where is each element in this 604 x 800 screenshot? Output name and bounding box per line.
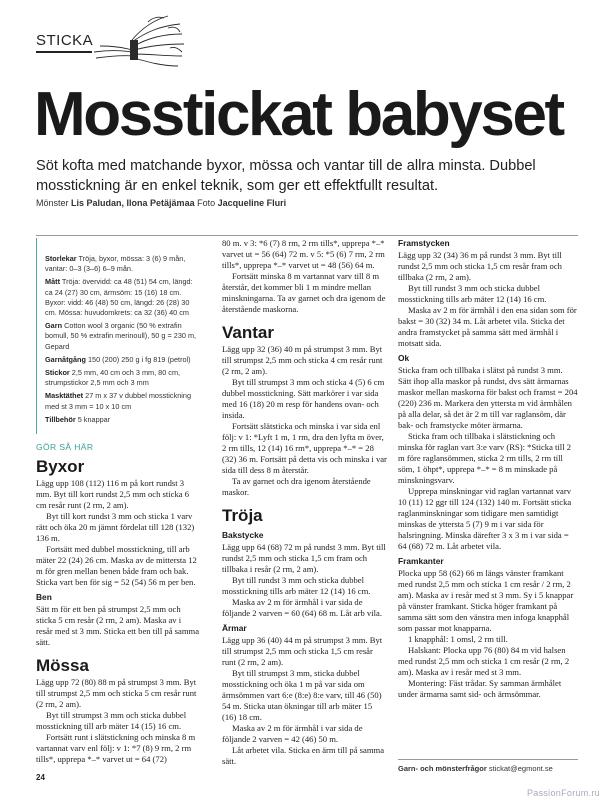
paragraph: Lägg upp 64 (68) 72 m på rundst 3 mm. Byt till rundst 2,5 mm och sticka 1,5 cm fram och tillbaka i resår (2 rm, 2 am). xyxy=(222,542,386,574)
paragraph: Upprepa minskningar vid raglan vartannat varv 10 (11) 12 ggr till 124 (132) 140 m. Fortsätt sticka raglanminskningar som tidigare men samtidigt minskas de yttersta 5 (7) 9 m i var sida för halsringning. Minska därefter 3 x 3 m i var sida = 64 (68) 72 m. Låt arbetet vila. xyxy=(398,486,572,551)
ok-text xyxy=(398,365,578,552)
credits xyxy=(36,198,286,208)
paragraph: Plocka upp 58 (62) 66 m längs vänster framkant med rundst 2,5 mm och sticka 1 cm resår / 2 rm, 2 am). Maska av i resår med st 3 mm. Sy i 5 knappar på vänster framkant. Sticka höger framkant på samma sätt som den vänstra men infoga knapphål som passar mot knapparna. xyxy=(398,568,574,633)
spec-value: 27 m x 37 v dubbel mosstickning med st 3 mm = 10 x 10 cm xyxy=(45,391,192,411)
paragraph: Lägg upp 36 (40) 44 m på strumpst 3 mm. Byt till strumpst 2,5 mm och sticka 1,5 cm resår runt (2 rm, 2 am). xyxy=(222,635,383,667)
credits-photo-label: Foto xyxy=(197,198,216,208)
paragraph: Byt till rundst 3 mm och sticka dubbel mosstickning tills arb mäter 12 (14) 16 cm. xyxy=(222,575,371,596)
spec-key: Masktäthet xyxy=(45,391,84,401)
page-header xyxy=(0,0,604,80)
paragraph: Byt till strumpst 3 mm, sticka dubbel mosstickning och öka 1 m på var sida om ärmsömmen vart 6:e (8:e) 8:e varv, till 46 (50) 54 m. Sticka utan ökningar till arb mäter 15 (16) 18 cm. xyxy=(222,668,382,722)
paragraph: Ta av garnet och dra igenom återstående maskor. xyxy=(222,476,371,497)
section-heading-mossa: Mössa xyxy=(36,656,89,676)
subheading-armar: Ärmar xyxy=(222,623,247,633)
spec-item xyxy=(45,368,199,388)
spec-item xyxy=(45,355,199,365)
watermark: PassionForum.ru xyxy=(526,788,600,798)
paragraph: 80 m. v 3: *6 (7) 8 rm, 2 rm tills*, upprepa *–* varvet ut = 56 (64) 72 m. v 5: *5 (6) 7 rm, 2 rm tills*, upprepa *–* varvet ut = 48 (56) 64 m. xyxy=(222,238,385,270)
spec-key: Mått xyxy=(45,277,60,287)
paragraph: Byt till rundst 3 mm och sticka dubbel mosstickning tills arb mäter 12 (14) 16 cm. xyxy=(398,283,547,304)
header-underline xyxy=(36,51,92,53)
paragraph: Fortsätt med dubbel mosstickning, till arb mäter 22 (24) 26 cm. Maska av de mittersta 12 m för gren mellan benen både fram och bak. Sticka vart ben för sig = 52 (54) 56 m per ben. xyxy=(36,544,197,588)
spec-item xyxy=(45,277,199,318)
bakstycke-text xyxy=(222,542,388,619)
paragraph: Halskant: Plocka upp 76 (80) 84 m vid halsen med rundst 2,5 mm och sticka 1 cm resår (2 rm, 2 am). Maska av i resår med st 3 mm. xyxy=(398,645,570,677)
yarn-skein-icon xyxy=(88,10,188,70)
subheading-ben: Ben xyxy=(36,592,52,603)
section-heading-byxor: Byxor xyxy=(36,457,85,477)
paragraph: Lägg upp 32 (34) 36 m på rundst 3 mm. Byt till rundst 2,5 mm och sticka 1,5 cm resår fram och tillbaka (2 rm, 2 am). xyxy=(398,250,562,282)
page-title: Mosstickat babyset xyxy=(34,80,563,149)
bottom-divider xyxy=(398,759,578,760)
spec-item xyxy=(45,391,199,411)
credits-authors: Lis Paludan, Ilona Petäjämaa xyxy=(71,198,195,208)
paragraph: Byt till strumpst 3 mm och sticka dubbel mosstickning till arb mäter 14 (15) 16 cm. xyxy=(36,710,187,732)
paragraph: Fortsätt slätsticka och minska i var sida enl följ: v 1: *Lyft 1 m, 1 rm, dra den lyfta m över, 2 rm tills, 12 (14) 16 rm*, upprepa *–* = 28 (32) 36 m. Fortsätt på detta vis och minska i var sida till dess 8 m återstår. xyxy=(222,421,387,475)
paragraph: Sätt m för ett ben på strumpst 2,5 mm och sticka 5 cm resår (2 rm, 2 am). Maska av i resår med st 3 mm. Sticka ett ben till på samma sätt. xyxy=(36,604,200,648)
paragraph: Sticka fram och tillbaka i slätstickning och minska för raglan vart 3:e varv (RS): *Sticka till 2 m före raglansömmen, sticka 2 rm tills, 2 rm till söm, 1 öhpt*, upprepa *–* = 8 m minskade på minskningsvarv. xyxy=(398,431,572,485)
vantar-text xyxy=(222,344,388,498)
spec-value: Tröja, byxor, mössa: 3 (6) 9 mån, vantar: 0–3 (3–6) 6–9 mån. xyxy=(45,254,186,274)
page-number: 24 xyxy=(36,773,45,782)
subheading-framkanter: Framkanter xyxy=(398,556,444,566)
mossa-text xyxy=(36,677,199,765)
section-heading-vantar: Vantar xyxy=(222,323,274,342)
subheading-ok: Ok xyxy=(398,353,410,363)
contact-line xyxy=(398,764,553,773)
credits-photographer: Jacqueline Fluri xyxy=(217,198,287,208)
paragraph: Byt till kort rundst 3 mm och sticka 1 varv rätt och öka 20 m jämnt fördelat till 128 (132) 136 m. xyxy=(36,511,195,544)
spec-item xyxy=(45,415,199,425)
ben-text xyxy=(36,604,199,648)
spec-key: Garn xyxy=(45,321,63,331)
framkanter-text xyxy=(398,568,578,700)
byxor-text xyxy=(36,478,199,588)
instructions-heading: GÖR SÅ HÄR xyxy=(36,442,94,453)
column-1 xyxy=(36,238,199,765)
mossa-continued-text xyxy=(222,238,388,315)
section-heading-troja: Tröja xyxy=(222,506,263,525)
paragraph: Fortsätt runt i slätstickning och minska 8 m vartannat varv enl följ: v 1: *7 (8) 9 rm, 2 rm tills*, upprepa *–* varvet ut = 64 (72) xyxy=(36,732,196,765)
paragraph: Maska av 2 m för ärmhål i var sida de följande 2 varven = 60 (64) 68 m. Låt arb vila. xyxy=(222,597,382,618)
spec-key: Stickor xyxy=(45,368,70,378)
paragraph: Montering: Fäst trådar. Sy samman ärmhålet under ärmarna samt sid- och ärmsömmar. xyxy=(398,678,562,699)
spec-value: 5 knappar xyxy=(77,414,111,424)
spec-item xyxy=(45,321,199,352)
spec-item xyxy=(45,254,199,274)
spec-value: Cotton wool 3 organic (50 % extrafin bomull, 50 % extrafin merinoull), 50 g = 230 m, Gepard xyxy=(45,321,197,351)
subheading-framstycken: Framstycken xyxy=(398,238,450,248)
spec-value: 150 (200) 250 g i fg 819 (petrol) xyxy=(87,354,191,364)
column-2 xyxy=(222,238,388,767)
armar-text xyxy=(222,635,388,767)
spec-key: Storlekar xyxy=(45,254,77,263)
lead-paragraph: Söt kofta med matchande byxor, mössa och vantar till de allra minsta. Dubbel mosstickning är en enkel teknik, som ger ett effektfullt resultat. xyxy=(36,158,536,194)
paragraph: Maska av 2 m för ärmhål i var sida de följande 2 varven = 42 (46) 50 m. xyxy=(222,723,363,744)
paragraph: Lägg upp 72 (80) 88 m på strumpst 3 mm. Byt till strumpst 2,5 mm och sticka 5 cm resår runt (2 rm, 2 am). xyxy=(36,677,197,710)
contact-email[interactable]: stickat@egmont.se xyxy=(488,764,553,773)
specs-box xyxy=(36,238,199,434)
paragraph: Lägg upp 32 (36) 40 m på strumpst 3 mm. Byt till strumpst 2,5 mm och sticka 4 cm resår runt (2 rm, 2 am). xyxy=(222,344,383,376)
spec-value: Tröja: övervidd: ca 48 (51) 54 cm, längd: ca 24 (27) 30 cm, ärmsöm: 15 (16) 18 cm. Byxor: vidd: 46 (48) 50 cm, längd: 26 (28) 30 cm. Mössa: huvudomkrets: ca 32 (36) 40 cm xyxy=(45,277,193,318)
framstycken-text xyxy=(398,250,578,349)
spec-key: Tillbehör xyxy=(45,414,76,424)
paragraph: 1 knapphål: 1 omsl, 2 rm till. xyxy=(408,634,508,644)
paragraph: Låt arbetet vila. Sticka en ärm till på samma sätt. xyxy=(222,745,385,766)
paragraph: Fortsätt minska 8 m vartannat varv till 8 m återstår, det kommer bli 1 m mindre mellan minskningarna. Ta av garnet och dra igenom de återstående maskorna. xyxy=(222,271,386,314)
contact-label: Garn- och mönsterfrågor xyxy=(398,764,487,773)
paragraph: Maska av 2 m för ärmhål i den ena sidan som för bakst = 30 (32) 34 m. Låt arbetet vila. Sticka det andra framstycket på samma sätt med ärmhål i motsatt sida. xyxy=(398,305,577,348)
paragraph: Sticka fram och tillbaka i slätst på rundst 3 mm. Sätt ihop alla maskor på rundst, dvs sätt ärmarnas maskor mellan maskorna för bakst och framst = 204 (220) 236 m. Markera den yttersta m vid ärmhålen på alla delar, så det är 2 m till var raglansöm, där bak- och framstycke möter ärmarna. xyxy=(398,365,578,430)
subheading-bakstycke: Bakstycke xyxy=(222,530,264,540)
paragraph: Byt till strumpst 3 mm och sticka 4 (5) 6 cm dubbel mosstickning. Sätt markörer i var sida med 16 (18) 20 m resp för handens ovan- och insida. xyxy=(222,377,385,420)
column-3 xyxy=(398,238,578,700)
credits-label: Mönster xyxy=(36,198,69,208)
paragraph: Lägg upp 108 (112) 116 m på kort rundst 3 mm. Byt till kort rundst 2,5 mm och sticka 6 cm resår runt (2 rm, 2 am). xyxy=(36,478,190,511)
spec-value: 2,5 mm, 40 cm och 3 mm, 80 cm, strumpstickor 2,5 mm och 3 mm xyxy=(45,368,181,388)
spec-key: Garnåtgång xyxy=(45,354,86,364)
section-tag: STICKA xyxy=(36,32,94,49)
top-divider xyxy=(36,235,578,236)
